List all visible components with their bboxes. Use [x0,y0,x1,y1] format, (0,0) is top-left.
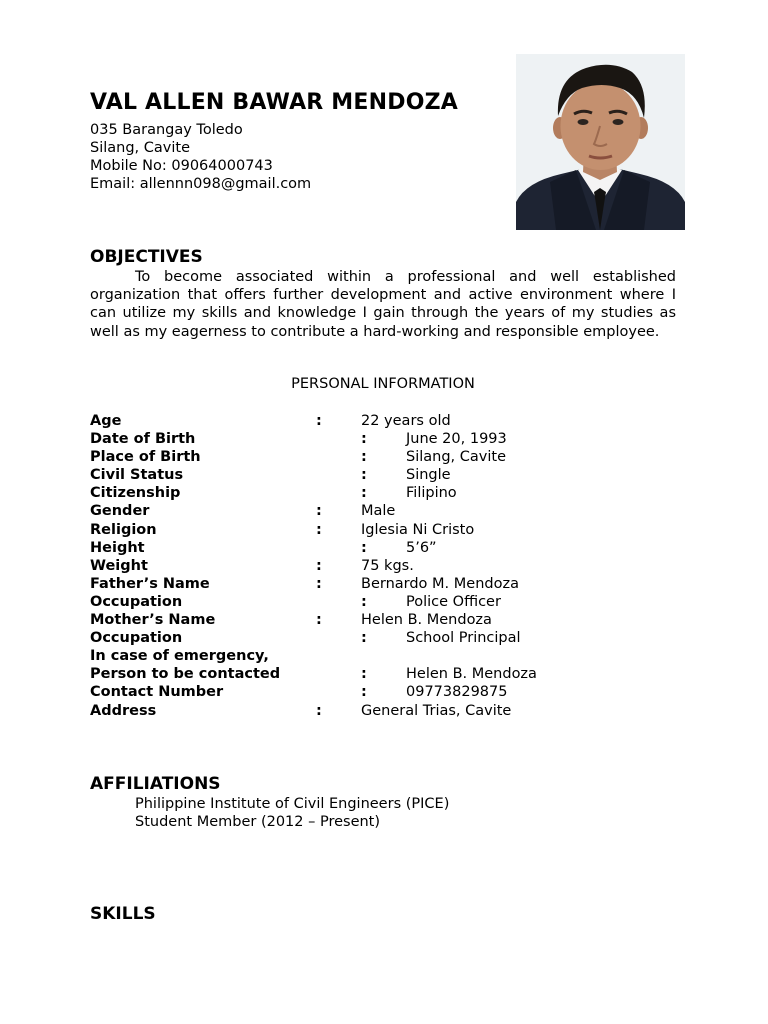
info-value: 09773829875 [406,684,508,701]
info-label: Contact Number [90,684,224,701]
applicant-name: VAL ALLEN BAWAR MENDOZA [90,90,458,115]
objectives-text: To become associated within a professional and well established organization that offers further development and active environment where I can utilize my skills and knowledge I gain through the years of my studies as well as my eagerness to contribute a hard-working and responsible employee. [90,269,676,340]
personal-information-table [90,412,690,720]
info-row-civil-status [90,466,690,484]
info-value: Helen B. Mendoza [361,612,492,629]
affiliation-membership: Student Member (2012 – Present) [135,814,381,831]
info-value: Police Officer [406,593,501,610]
info-row-place-of-birth [90,448,690,466]
info-row-height [90,539,690,557]
info-label: Person to be contacted [90,666,281,683]
info-value: 5’6” [406,539,437,556]
info-colon: : [361,593,367,610]
info-row-date-of-birth [90,430,690,448]
info-label: Weight [90,557,148,574]
info-row-emergency-heading [90,647,690,665]
info-label: Occupation [90,593,183,610]
info-colon: : [316,521,322,538]
contact-block [90,121,311,193]
info-colon: : [316,702,322,719]
info-label: Mother’s Name [90,612,216,629]
info-value: School Principal [406,630,521,647]
info-value: Iglesia Ni Cristo [361,521,475,538]
info-label: Religion [90,521,157,538]
info-row-address [90,702,690,720]
objectives-heading: OBJECTIVES [90,247,203,267]
info-value: Bernardo M. Mendoza [361,575,519,592]
info-label: Age [90,413,122,429]
info-row-mothers-name [90,611,690,629]
info-label: Place of Birth [90,449,201,466]
info-value: June 20, 1993 [406,431,507,448]
info-colon: : [316,612,322,629]
info-row-emergency-contact [90,665,690,683]
info-label: In case of emergency, [90,648,269,665]
info-colon: : [361,630,367,647]
info-colon: : [361,431,367,448]
info-colon: : [316,557,322,574]
info-value: General Trias, Cavite [361,702,512,719]
info-label: Address [90,702,157,719]
address-line-1: 035 Barangay Toledo [90,122,243,138]
email-address: Email: allennn098@gmail.com [90,176,312,192]
info-label: Occupation [90,630,183,647]
info-label: Citizenship [90,485,181,502]
info-label: Father’s Name [90,575,210,592]
info-colon: : [316,503,322,520]
info-row-father-occupation [90,593,690,611]
info-row-contact-number [90,683,690,701]
mobile-number: Mobile No: 09064000743 [90,158,273,174]
info-label: Height [90,539,145,556]
info-label: Gender [90,503,150,520]
info-row-religion [90,521,690,539]
info-value: Male [361,503,396,520]
info-row-mother-occupation [90,629,690,647]
info-colon: : [361,666,367,683]
info-label: Civil Status [90,467,184,484]
info-row-citizenship [90,484,690,502]
info-row-fathers-name [90,575,690,593]
info-value: Single [406,467,451,484]
info-value: Helen B. Mendoza [406,666,537,683]
info-value: 22 years old [361,413,451,429]
affiliations-heading: AFFILIATIONS [90,774,221,794]
profile-photo [516,54,685,230]
info-colon: : [361,449,367,466]
skills-heading: SKILLS [90,904,156,924]
info-value: 75 kgs. [361,557,414,574]
info-colon: : [316,575,322,592]
info-row-gender [90,502,690,520]
info-row-age [90,412,690,430]
personal-information-title: PERSONAL INFORMATION [291,376,475,392]
affiliation-organization: Philippine Institute of Civil Engineers (PICE) [135,796,450,812]
info-colon: : [361,539,367,556]
info-colon: : [361,467,367,484]
info-colon: : [361,684,367,701]
info-row-weight [90,557,690,575]
info-colon: : [316,413,322,429]
info-value: Filipino [406,485,457,502]
info-label: Date of Birth [90,431,196,448]
info-colon: : [361,485,367,502]
address-line-2: Silang, Cavite [90,140,190,156]
affiliations-list [135,795,449,831]
info-value: Silang, Cavite [406,449,506,466]
